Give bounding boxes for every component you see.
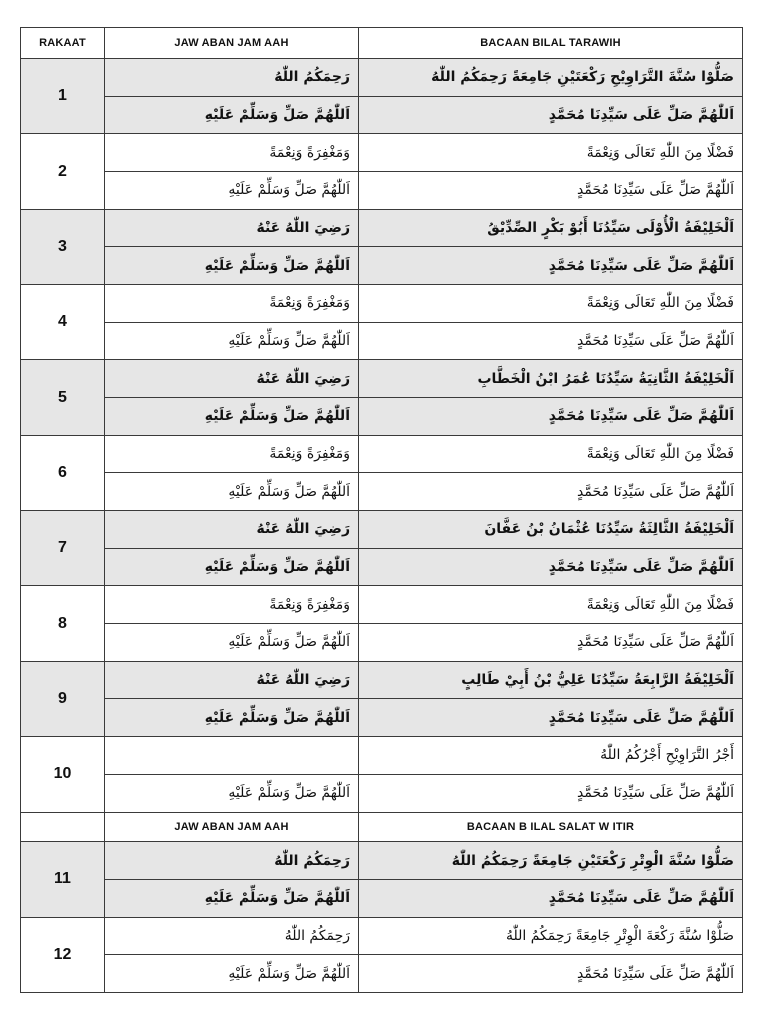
rakaat-number: 9 [21,661,105,736]
table-row [21,398,743,436]
jawaban-cell: اَللّٰهُمَّ صَلِّ وَسَلِّمْ عَلَيْهِ [105,322,359,360]
rakaat-number: 2 [21,134,105,209]
witir-body [21,842,743,993]
table-row [21,661,743,699]
jawaban-cell: اَللّٰهُمَّ صَلِّ وَسَلِّمْ عَلَيْهِ [105,96,359,134]
witir-header-bacaan: BACAAN B ILAL SALAT W ITIR [359,812,743,842]
jawaban-cell: وَمَغْفِرَةً وَنِعْمَةً [105,586,359,624]
jawaban-cell: اَللّٰهُمَّ صَلِّ وَسَلِّمْ عَلَيْهِ [105,879,359,917]
jawaban-cell: رَحِمَكُمُ اللّٰهُ [105,59,359,97]
jawaban-cell [105,737,359,775]
table-row [21,586,743,624]
table-row [21,737,743,775]
table-row [21,209,743,247]
bacaan-cell: اَللّٰهُمَّ صَلِّ عَلَى سَيِّدِنَا مُحَمَّدٍ [359,879,743,917]
table-row [21,322,743,360]
bacaan-cell: اَلْخَلِيْفَةُ الثَّانِيَةُ سَيِّدُنَا عُمَرُ ابْنُ الْخَطَّابِ [359,360,743,398]
rakaat-number: 8 [21,586,105,661]
jawaban-cell: اَللّٰهُمَّ صَلِّ وَسَلِّمْ عَلَيْهِ [105,548,359,586]
jawaban-cell: اَللّٰهُمَّ صَلِّ وَسَلِّمْ عَلَيْهِ [105,172,359,210]
bacaan-cell: فَضْلًا مِنَ اللّٰهِ تَعَالَى وَنِعْمَةً [359,435,743,473]
table-row [21,842,743,880]
jawaban-cell: رَضِيَ اللّٰهُ عَنْهُ [105,661,359,699]
rakaat-number: 1 [21,59,105,134]
table-row [21,624,743,662]
table-row [21,699,743,737]
table-row [21,435,743,473]
jawaban-cell: رَضِيَ اللّٰهُ عَنْهُ [105,209,359,247]
table-row [21,879,743,917]
bacaan-cell: اَللّٰهُمَّ صَلِّ عَلَى سَيِّدِنَا مُحَمَّدٍ [359,247,743,285]
bacaan-cell: اَللّٰهُمَّ صَلِّ عَلَى سَيِّدِنَا مُحَمَّدٍ [359,172,743,210]
jawaban-cell: رَحِمَكُمُ اللّٰهُ [105,842,359,880]
table-row [21,172,743,210]
bacaan-cell: اَلْخَلِيْفَةُ الثَّالِثَةُ سَيِّدُنَا عُثْمَانُ بْنُ عَفَّانَ [359,511,743,549]
table-row [21,134,743,172]
witir-header-row [21,812,743,842]
table-row [21,548,743,586]
table-row [21,285,743,323]
bacaan-cell: صَلُّوْا سُنَّةَ رَكْعَةَ الْوِتْرِ جَامِعَةً رَحِمَكُمُ اللّٰهُ [359,917,743,955]
jawaban-cell: رَضِيَ اللّٰهُ عَنْهُ [105,511,359,549]
bacaan-cell: فَضْلًا مِنَ اللّٰهِ تَعَالَى وَنِعْمَةً [359,586,743,624]
table-row [21,774,743,812]
bacaan-cell: اَللّٰهُمَّ صَلِّ عَلَى سَيِّدِنَا مُحَمَّدٍ [359,473,743,511]
bacaan-cell: فَضْلًا مِنَ اللّٰهِ تَعَالَى وَنِعْمَةً [359,285,743,323]
rakaat-number: 12 [21,917,105,992]
tarawih-body [21,59,743,813]
table-row [21,247,743,285]
jawaban-cell: اَللّٰهُمَّ صَلِّ وَسَلِّمْ عَلَيْهِ [105,247,359,285]
bacaan-cell: أَجْرُ التَّرَاوِيْحِ أَجْرُكُمُ اللّٰهُ [359,737,743,775]
rakaat-number: 6 [21,435,105,510]
tarawih-schedule-sheet [20,27,742,993]
header-row [21,28,743,59]
header-rakaat: RAKAAT [21,28,105,59]
table-row [21,96,743,134]
bacaan-cell: اَللّٰهُمَّ صَلِّ عَلَى سَيِّدِنَا مُحَمَّدٍ [359,322,743,360]
bacaan-cell: اَللّٰهُمَّ صَلِّ عَلَى سَيِّدِنَا مُحَمَّدٍ [359,624,743,662]
table-row [21,917,743,955]
bacaan-cell: اَلْخَلِيْفَةُ الرَّابِعَةُ سَيِّدُنَا عَلِيُّ بْنُ أَبِيْ طَالِبٍ [359,661,743,699]
bacaan-cell: اَللّٰهُمَّ صَلِّ عَلَى سَيِّدِنَا مُحَمَّدٍ [359,398,743,436]
bacaan-cell: اَلْخَلِيْفَةُ الْأُوْلَى سَيِّدُنَا أَبُوْ بَكْرٍ الصِّدِّيْقُ [359,209,743,247]
jawaban-cell: اَللّٰهُمَّ صَلِّ وَسَلِّمْ عَلَيْهِ [105,398,359,436]
table-row [21,59,743,97]
rakaat-number: 4 [21,285,105,360]
bacaan-cell: صَلُّوْا سُنَّةَ الْوِتْرِ رَكْعَتَيْنِ جَامِعَةً رَحِمَكُمُ اللّٰهُ [359,842,743,880]
jawaban-cell: وَمَغْفِرَةً وَنِعْمَةً [105,435,359,473]
header-jawaban: JAW ABAN JAM AAH [105,28,359,59]
bacaan-cell: اَللّٰهُمَّ صَلِّ عَلَى سَيِّدِنَا مُحَمَّدٍ [359,699,743,737]
rakaat-number: 7 [21,511,105,586]
jawaban-cell: اَللّٰهُمَّ صَلِّ وَسَلِّمْ عَلَيْهِ [105,624,359,662]
bacaan-cell: صَلُّوْا سُنَّةَ التَّرَاوِيْحِ رَكْعَتَيْنِ جَامِعَةً رَحِمَكُمُ اللّٰهُ [359,59,743,97]
jawaban-cell: اَللّٰهُمَّ صَلِّ وَسَلِّمْ عَلَيْهِ [105,774,359,812]
table-row [21,955,743,993]
rakaat-number: 11 [21,842,105,917]
rakaat-number: 10 [21,737,105,813]
table-row [21,360,743,398]
jawaban-cell: وَمَغْفِرَةً وَنِعْمَةً [105,134,359,172]
header-bacaan: BACAAN BILAL TARAWIH [359,28,743,59]
jawaban-cell: اَللّٰهُمَّ صَلِّ وَسَلِّمْ عَلَيْهِ [105,955,359,993]
bacaan-cell: اَللّٰهُمَّ صَلِّ عَلَى سَيِّدِنَا مُحَمَّدٍ [359,548,743,586]
bacaan-cell: فَضْلًا مِنَ اللّٰهِ تَعَالَى وَنِعْمَةً [359,134,743,172]
jawaban-cell: اَللّٰهُمَّ صَلِّ وَسَلِّمْ عَلَيْهِ [105,699,359,737]
jawaban-cell: وَمَغْفِرَةً وَنِعْمَةً [105,285,359,323]
witir-header-jawaban: JAW ABAN JAM AAH [105,812,359,842]
rakaat-number: 3 [21,209,105,284]
jawaban-cell: اَللّٰهُمَّ صَلِّ وَسَلِّمْ عَلَيْهِ [105,473,359,511]
table-row [21,473,743,511]
jawaban-cell: رَضِيَ اللّٰهُ عَنْهُ [105,360,359,398]
bacaan-cell: اَللّٰهُمَّ صَلِّ عَلَى سَيِّدِنَا مُحَمَّدٍ [359,955,743,993]
table-row [21,511,743,549]
bacaan-cell: اَللّٰهُمَّ صَلِّ عَلَى سَيِّدِنَا مُحَمَّدٍ [359,774,743,812]
rakaat-number: 5 [21,360,105,435]
bacaan-cell: اَللّٰهُمَّ صَلِّ عَلَى سَيِّدِنَا مُحَمَّدٍ [359,96,743,134]
witir-header-blank [21,812,105,842]
jawaban-cell: رَحِمَكُمُ اللّٰهُ [105,917,359,955]
tarawih-table [20,27,743,993]
